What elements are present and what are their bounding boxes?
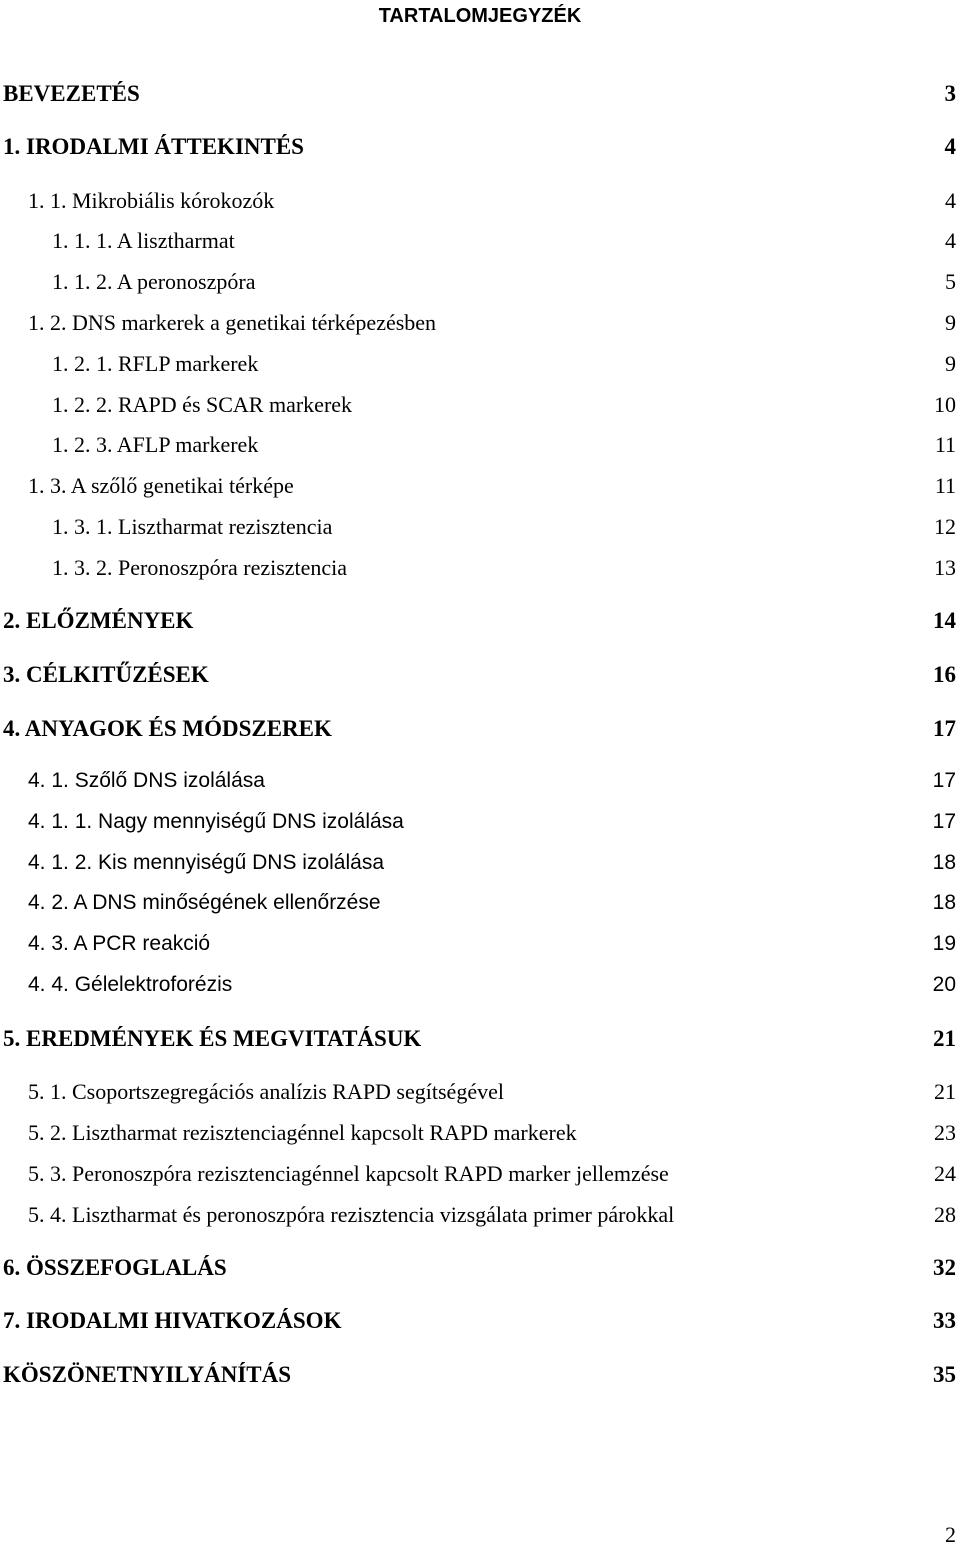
toc-entry-label: BEVEZETÉS — [3, 81, 140, 106]
toc-entry-label: 1. IRODALMI ÁTTEKINTÉS — [3, 134, 304, 159]
toc-entry-page: 4 — [945, 228, 956, 253]
toc-entry-page: 14 — [933, 608, 956, 633]
toc-entry-label: 1. 1. 2. A peronoszpóra — [52, 269, 256, 294]
toc-entry — [0, 389, 960, 421]
toc-entry-page: 9 — [945, 351, 956, 376]
toc-entry — [0, 605, 960, 637]
toc-entry-label: 1. 2. 3. AFLP markerek — [52, 432, 259, 457]
page-number: 2 — [945, 1522, 956, 1547]
toc-entry-label: 4. ANYAGOK ÉS MÓDSZEREK — [3, 716, 332, 741]
toc-entry — [0, 429, 960, 461]
toc-entry — [0, 806, 960, 838]
toc-entry — [0, 78, 960, 110]
toc-entry-label: 4. 1. 1. Nagy mennyiségű DNS izolálása — [28, 810, 404, 833]
toc-entry-page: 21 — [933, 1026, 956, 1051]
toc-entry — [0, 225, 960, 257]
toc-entry-label: 1. 2. DNS markerek a genetikai térképezésben — [28, 310, 437, 335]
toc-entry — [0, 1158, 960, 1190]
toc-entry-page: 21 — [934, 1079, 956, 1104]
toc-entry — [0, 131, 960, 163]
toc-entry-label: 1. 3. 2. Peronoszpóra rezisztencia — [52, 555, 348, 580]
toc-entry-label: KÖSZÖNETNYILYÁNÍTÁS — [3, 1362, 292, 1387]
page-title: TARTALOMJEGYZÉK — [378, 5, 582, 27]
toc-entry — [0, 928, 960, 960]
toc-entry-page: 24 — [934, 1161, 956, 1186]
toc-entry-page: 33 — [933, 1308, 956, 1333]
toc-entry — [0, 185, 960, 217]
toc-entry-page: 28 — [934, 1202, 956, 1227]
toc-entry-page: 17 — [932, 810, 956, 833]
toc-entry — [0, 969, 960, 1001]
toc-entry — [0, 1117, 960, 1149]
toc-entry-page: 4 — [945, 188, 956, 213]
toc-entry — [0, 511, 960, 543]
toc-entry-page: 18 — [932, 851, 956, 874]
toc-entry-label: 1. 3. A szőlő genetikai térképe — [28, 473, 294, 498]
toc-entry-label: 5. 3. Peronoszpóra rezisztenciagénnel kapcsolt RAPD marker jellemzése — [28, 1161, 669, 1186]
toc-entry-page: 35 — [933, 1362, 956, 1387]
toc-entry-page: 20 — [932, 973, 956, 996]
toc-entry-label: 4. 2. A DNS minőségének ellenőrzése — [28, 891, 381, 914]
toc-entry — [0, 765, 960, 797]
toc-entry-page: 18 — [932, 891, 956, 914]
toc-entry — [0, 348, 960, 380]
toc-entry-label: 1. 2. 2. RAPD és SCAR markerek — [52, 392, 353, 417]
toc-entry-label: 5. EREDMÉNYEK ÉS MEGVITATÁSUK — [3, 1026, 422, 1051]
toc-entry-page: 32 — [933, 1255, 956, 1280]
toc-entry-page: 3 — [944, 81, 956, 106]
toc-entry-label: 1. 1. 1. A lisztharmat — [52, 228, 235, 253]
toc-entry-label: 1. 2. 1. RFLP markerek — [52, 351, 259, 376]
toc-entry-page: 16 — [933, 662, 956, 687]
toc-entry — [0, 713, 960, 745]
toc-entry-label: 4. 1. Szőlő DNS izolálása — [28, 769, 265, 792]
toc-entry — [0, 847, 960, 879]
toc-entry-label: 7. IRODALMI HIVATKOZÁSOK — [3, 1308, 342, 1333]
toc-entry — [0, 307, 960, 339]
toc-entry-label: 1. 1. Mikrobiális kórokozók — [28, 188, 275, 213]
toc-entry-page: 13 — [934, 555, 956, 580]
toc-entry-page: 23 — [934, 1120, 956, 1145]
toc-entry — [0, 1305, 960, 1337]
toc-entry-page: 12 — [934, 514, 956, 539]
toc-entry-page: 5 — [945, 269, 956, 294]
toc-entry-page: 17 — [932, 769, 956, 792]
toc-entry-page: 11 — [934, 473, 956, 498]
toc-entry — [0, 1076, 960, 1108]
toc-entry — [0, 552, 960, 584]
toc-entry-label: 3. CÉLKITŰZÉSEK — [3, 662, 209, 687]
toc-entry — [0, 266, 960, 298]
toc-entry-label: 1. 3. 1. Lisztharmat rezisztencia — [52, 514, 333, 539]
toc-entry — [0, 1359, 960, 1391]
toc-entry — [0, 1199, 960, 1231]
toc-entry-page: 9 — [945, 310, 956, 335]
toc-entry-page: 4 — [944, 134, 956, 159]
toc-entry-page: 17 — [933, 716, 956, 741]
toc-entry-label: 2. ELŐZMÉNYEK — [3, 608, 194, 633]
toc-entry-label: 5. 1. Csoportszegregációs analízis RAPD segítségével — [28, 1079, 504, 1104]
toc-entry-label: 5. 4. Lisztharmat és peronoszpóra rezisztencia vizsgálata primer párokkal — [28, 1202, 675, 1227]
toc-entry-page: 11 — [934, 432, 956, 457]
toc-entry-label: 4. 4. Gélelektroforézis — [28, 973, 233, 996]
toc-entry — [0, 1023, 960, 1055]
toc-entry — [0, 470, 960, 502]
toc-entry — [0, 659, 960, 691]
toc-entry — [0, 1252, 960, 1284]
toc-entry-page: 19 — [932, 932, 956, 955]
toc-entry — [0, 887, 960, 919]
toc-entry-label: 4. 3. A PCR reakció — [28, 932, 211, 955]
toc-entry-label: 5. 2. Lisztharmat rezisztenciagénnel kapcsolt RAPD markerek — [28, 1120, 577, 1145]
toc-entry-page: 10 — [934, 392, 956, 417]
toc-entry-label: 6. ÖSSZEFOGLALÁS — [3, 1255, 227, 1280]
toc-entry-label: 4. 1. 2. Kis mennyiségű DNS izolálása — [28, 851, 385, 874]
